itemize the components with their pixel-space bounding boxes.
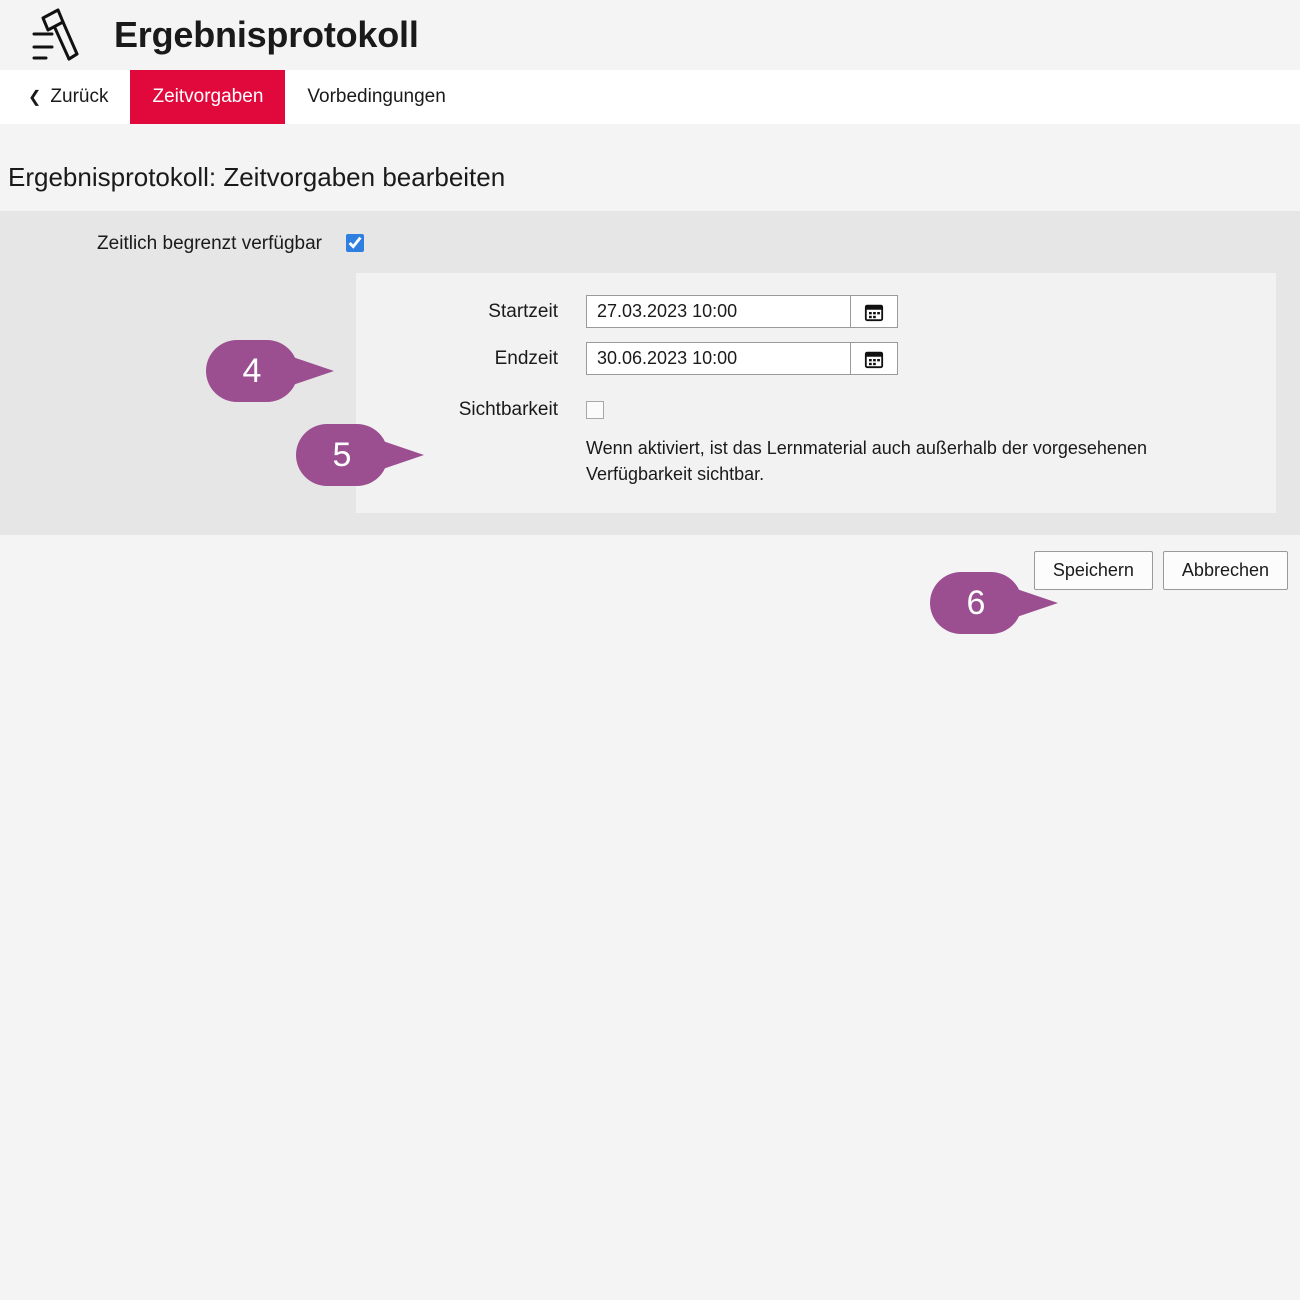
tab-vorbedingungen-label: Vorbedingungen bbox=[307, 86, 446, 107]
availability-checkbox[interactable] bbox=[346, 234, 364, 252]
section-title: Ergebnisprotokoll: Zeitvorgaben bearbeiten bbox=[8, 162, 506, 192]
end-time-input[interactable] bbox=[586, 342, 850, 375]
availability-label: Zeitlich begrenzt verfügbar bbox=[97, 233, 322, 254]
start-time-input[interactable] bbox=[586, 295, 850, 328]
tab-zeitvorgaben-label: Zeitvorgaben bbox=[152, 86, 264, 107]
tabbar bbox=[0, 70, 1300, 124]
visibility-help-text: Wenn aktiviert, ist das Lernmaterial auch außerhalb der vorgesehenen Verfügbarkeit sichtbar. bbox=[586, 438, 1147, 485]
calendar-icon bbox=[864, 302, 884, 322]
form-button-bar bbox=[0, 535, 1300, 590]
start-time-calendar-button[interactable] bbox=[850, 295, 898, 328]
tab-back-label: Zurück bbox=[50, 86, 109, 107]
callout-6-number: 6 bbox=[930, 572, 1022, 634]
tab-vorbedingungen[interactable] bbox=[285, 70, 467, 124]
visibility-row bbox=[356, 399, 1276, 421]
page-header bbox=[0, 0, 1300, 70]
chevron-left-icon: ❮ bbox=[28, 89, 42, 106]
end-time-group bbox=[586, 342, 898, 375]
time-settings-panel bbox=[356, 273, 1276, 513]
cancel-button[interactable]: Abbrechen bbox=[1163, 551, 1288, 590]
visibility-label: Sichtbarkeit bbox=[458, 399, 558, 420]
page-title: Ergebnisprotokoll bbox=[114, 14, 419, 55]
tab-back[interactable] bbox=[0, 70, 130, 124]
start-time-group bbox=[586, 295, 898, 328]
start-time-label: Startzeit bbox=[488, 300, 558, 322]
availability-row bbox=[16, 231, 1284, 257]
availability-checkbox-wrap bbox=[346, 231, 364, 257]
pen-notes-icon bbox=[30, 6, 92, 64]
end-time-label: Endzeit bbox=[494, 347, 558, 369]
start-time-row bbox=[356, 295, 1276, 328]
save-button[interactable]: Speichern bbox=[1034, 551, 1153, 590]
form-panel bbox=[0, 211, 1300, 535]
callout-4-number: 4 bbox=[206, 340, 298, 402]
tab-zeitvorgaben[interactable] bbox=[130, 70, 285, 124]
callout-5-number: 5 bbox=[296, 424, 388, 486]
main-content bbox=[0, 124, 1300, 590]
calendar-icon bbox=[864, 349, 884, 369]
end-time-row bbox=[356, 342, 1276, 375]
visibility-checkbox[interactable] bbox=[586, 401, 604, 419]
end-time-calendar-button[interactable] bbox=[850, 342, 898, 375]
